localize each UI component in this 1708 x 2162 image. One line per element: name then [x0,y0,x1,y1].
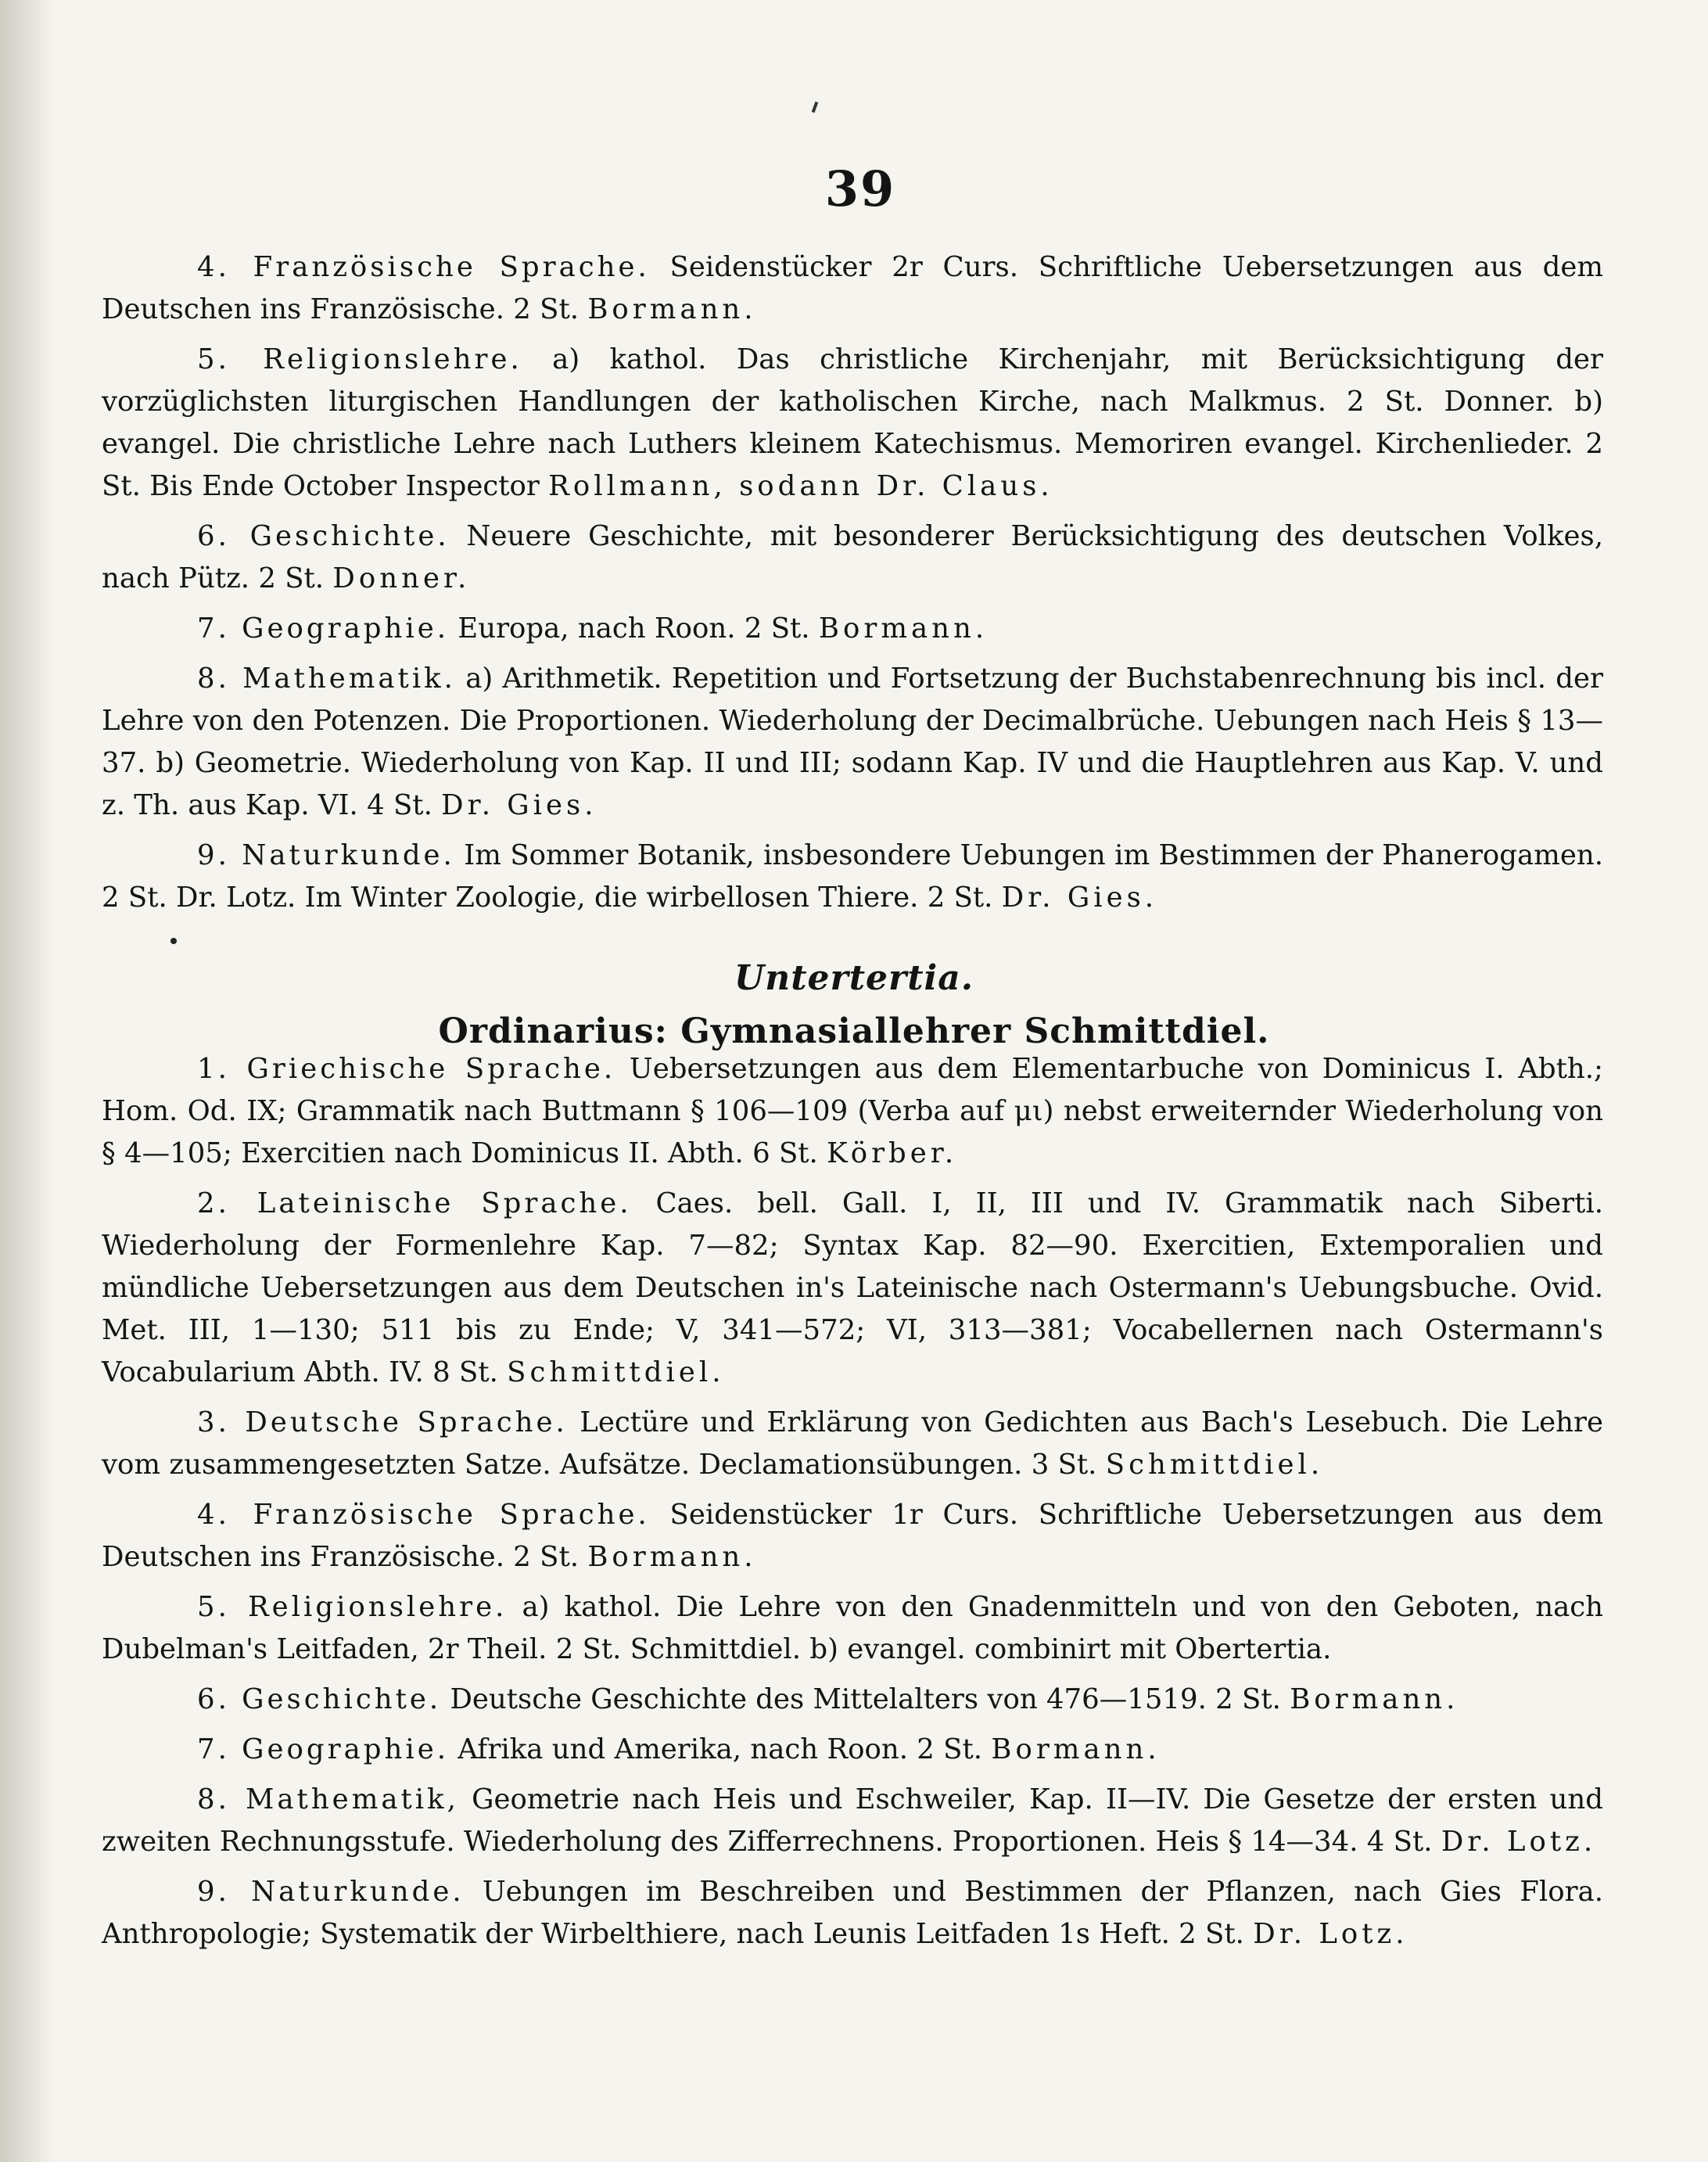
subject-label: 6. Geschichte. [197,520,450,552]
obertertia-item-geography [102,608,1603,650]
subject-label: 8. Mathematik, [197,1783,459,1815]
item-text: Europa, nach Roon. 2 St. [458,612,810,645]
teacher-name: Dr. Lotz. [1253,1918,1408,1950]
teacher-name: Schmittdiel. [1105,1449,1324,1481]
untertertia-item-german [102,1402,1603,1486]
teacher-name: Körber. [827,1137,958,1169]
item-text: Caes. bell. Gall. I, II, III und IV. Grammatik nach Siberti. Wiederholung der Formenlehre Kap. 7—82; Syntax Kap. 82—90. Exercitien, Extemporalien und mündliche Uebersetzungen aus dem Deutschen in's Lateinische nach Ostermann's Uebungsbuche. Ovid. Met. III, 1—130; 511 bis zu Ende; V, 341—572; VI, 313—381; Vocabellernen nach Ostermann's Vocabularium Abth. IV. 8 St. [102,1187,1603,1388]
untertertia-item-history [102,1679,1603,1721]
untertertia-item-geography [102,1729,1603,1771]
untertertia-item-religion [102,1586,1603,1671]
subject-label: 5. Religionslehre. [197,343,522,375]
untertertia-curriculum [102,1048,1603,1963]
item-text: Uebersetzungen aus dem Elementarbuche von Dominicus I. Abth.; Hom. Od. IX; Grammatik nach Buttmann § 106—109 (Verba auf μι) nebst erweiternder Wiederholung von § 4—105; Exercitien nach Dominicus II. Abth. 6 St. [102,1053,1603,1169]
subject-label: 2. Lateinische Sprache. [197,1187,632,1219]
subject-label: 9. Naturkunde. [197,1876,465,1908]
class-heading: Untertertia. [734,958,974,998]
obertertia-item-french [102,246,1603,331]
subject-label: 1. Griechische Sprache. [197,1053,616,1085]
teacher-name: Dr. Gies. [1001,882,1158,914]
item-text: Im Sommer Botanik, insbesondere Uebungen im Bestimmen der Phanerogamen. 2 St. Dr. Lotz. Im Winter Zoologie, die wirbellosen Thiere. 2 St. [102,839,1603,914]
item-text: Neuere Geschichte, mit besonderer Berücksichtigung des deutschen Volkes, nach Pütz. 2 St. [102,520,1603,594]
teacher-name: Bormann. [991,1733,1161,1765]
page-number: 39 [824,160,896,217]
page-edge-shadow [0,0,55,2162]
item-text: Lectüre und Erklärung von Gedichten aus Bach's Lesebuch. Die Lehre vom zusammengesetzten Satze. Aufsätze. Declamationsübungen. 3 St. [102,1406,1603,1481]
obertertia-item-natural-science [102,835,1603,919]
obertertia-item-history [102,515,1603,600]
teacher-name: Dr. Lotz. [1441,1826,1597,1858]
teacher-name: Rollmann, sodann Dr. Claus. [548,470,1053,502]
teacher-name: Donner. [332,562,471,594]
ordinarius-heading: Ordinarius: Gymnasiallehrer Schmittdiel. [438,1011,1270,1051]
subject-label: 9. Naturkunde. [197,839,455,871]
subject-label: 7. Geographie. [197,612,449,645]
untertertia-item-natural-science [102,1871,1603,1955]
item-text: Deutsche Geschichte des Mittelalters von 476—1519. 2 St. [450,1683,1281,1715]
obertertia-item-religion [102,339,1603,508]
teacher-name: Schmittdiel. [507,1356,725,1388]
teacher-name: Dr. Gies. [441,789,597,821]
item-text: a) Arithmetik. Repetition und Fortsetzung der Buchstabenrechnung bis incl. der Lehre von den Potenzen. Die Proportionen. Wiederholung der Decimalbrüche. Uebungen nach Heis § 13—37. b) Geometrie. Wiederholung von Kap. II und III; sodann Kap. IV und die Hauptlehren aus Kap. V. und z. Th. aus Kap. VI. 4 St. [102,663,1603,821]
item-text: a) kathol. Die Lehre von den Gnadenmitteln und von den Geboten, nach Dubelman's Leitfaden, 2r Theil. 2 St. Schmittdiel. b) evangel. combinirt mit Obertertia. [102,1591,1604,1665]
ink-mark [812,102,819,113]
item-text: Geometrie nach Heis und Eschweiler, Kap. II—IV. Die Gesetze der ersten und zweiten Rechnungsstufe. Wiederholung des Zifferrechnens. Proportionen. Heis § 14—34. 4 St. [102,1783,1603,1858]
item-text: a) kathol. Das christliche Kirchenjahr, mit Berücksichtigung der vorzüglichsten liturgischen Handlungen der katholischen Kirche, nach Malkmus. 2 St. Donner. b) evangel. Die christliche Lehre nach Luthers kleinem Katechismus. Memoriren evangel. Kirchenlieder. 2 St. Bis Ende October Inspector [102,343,1603,502]
teacher-name: Bormann. [818,612,989,645]
untertertia-item-mathematics [102,1779,1603,1863]
item-text: Afrika und Amerika, nach Roon. 2 St. [458,1733,983,1765]
obertertia-continuation [102,246,1603,927]
subject-label: 4. Französische Sprache. [197,1499,650,1531]
item-text: Seidenstücker 1r Curs. Schriftliche Uebersetzungen aus dem Deutschen ins Französische. 2 St. [102,1499,1603,1573]
subject-label: 3. Deutsche Sprache. [197,1406,568,1438]
obertertia-item-mathematics [102,658,1603,827]
teacher-name: Bormann. [1290,1683,1459,1715]
subject-label: 5. Religionslehre. [197,1591,508,1623]
subject-label: 7. Geographie. [197,1733,449,1765]
subject-label: 6. Geschichte. [197,1683,442,1715]
subject-label: 8. Mathematik. [197,663,456,695]
ink-dot [170,938,177,944]
item-text: Uebungen im Beschreiben und Bestimmen der Pflanzen, nach Gies Flora. Anthropologie; Systematik der Wirbelthiere, nach Leunis Leitfaden 1s Heft. 2 St. [102,1876,1603,1950]
item-text: Seidenstücker 2r Curs. Schriftliche Uebersetzungen aus dem Deutschen ins Französische. 2 St. [102,251,1603,325]
teacher-name: Bormann. [587,1541,757,1573]
subject-label: 4. Französische Sprache. [197,251,650,283]
untertertia-item-french [102,1494,1603,1578]
teacher-name: Bormann. [587,293,757,325]
untertertia-item-greek [102,1048,1603,1175]
untertertia-item-latin [102,1183,1603,1394]
